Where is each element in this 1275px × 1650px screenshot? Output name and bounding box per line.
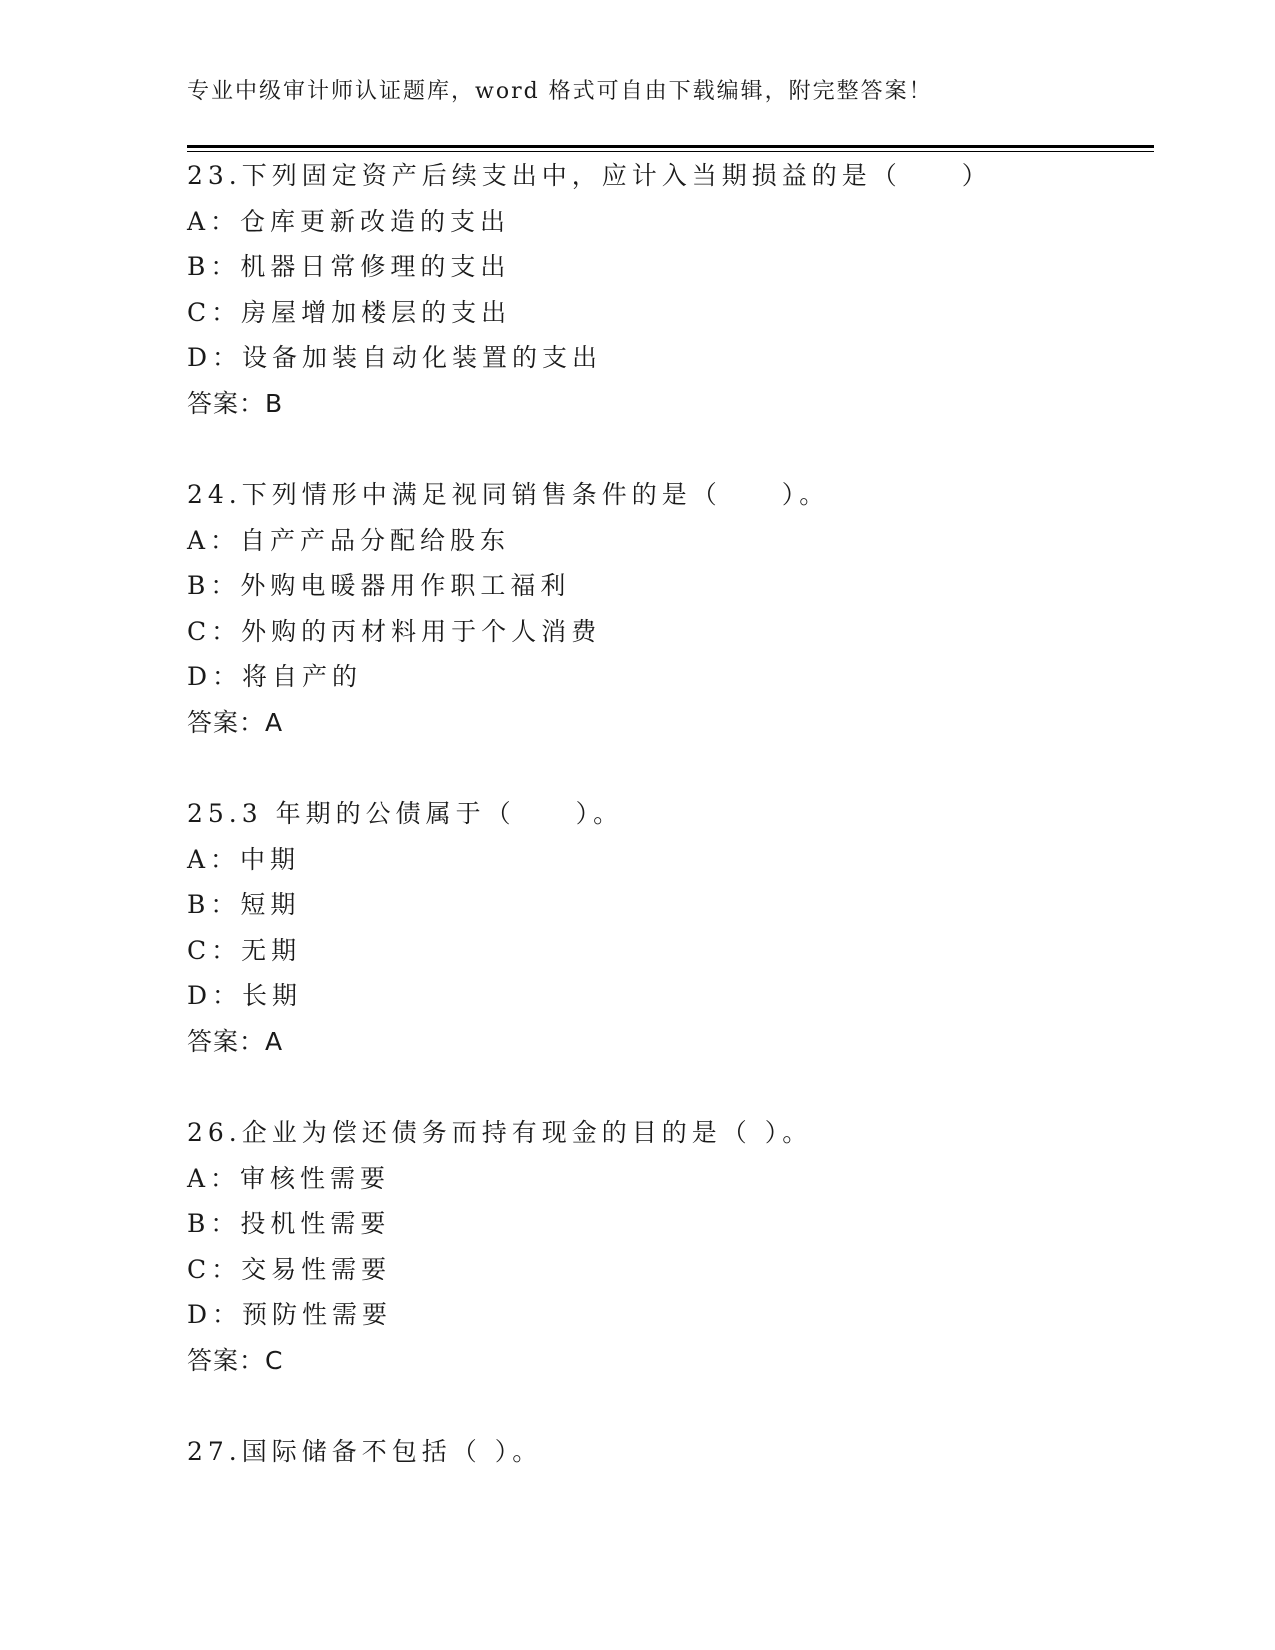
question-23 <box>187 153 1167 426</box>
option-a: A：自产产品分配给股东 <box>187 525 511 555</box>
option-a: A：中期 <box>187 844 301 874</box>
option-d: D：将自产的 <box>187 662 363 691</box>
option-b: B：外购电暖器用作职工福利 <box>187 571 571 600</box>
option-b: B：短期 <box>187 890 301 919</box>
page-header: 专业中级审计师认证题库，word 格式可自由下载编辑，附完整答案！ <box>187 79 933 104</box>
question-25 <box>187 791 1167 1064</box>
option-c: C：交易性需要 <box>187 1254 392 1284</box>
question-stem: 24.下列情形中满足视同销售条件的是（ ）。 <box>187 480 830 509</box>
option-c: C：外购的丙材料用于个人消费 <box>187 616 602 646</box>
option-a: A：仓库更新改造的支出 <box>187 206 511 236</box>
option-d: D：设备加装自动化装置的支出 <box>187 343 603 372</box>
header-rule-thick <box>187 145 1154 148</box>
answer-line: 答案：B <box>187 388 284 418</box>
option-c: C：无期 <box>187 935 302 965</box>
option-c: C：房屋增加楼层的支出 <box>187 297 512 327</box>
option-b: B：投机性需要 <box>187 1209 391 1238</box>
question-stem: 25.3 年期的公债属于（ ）。 <box>187 799 624 828</box>
option-d: D：长期 <box>187 981 303 1010</box>
question-24 <box>187 472 1167 745</box>
option-a: A：审核性需要 <box>187 1163 391 1193</box>
question-stem: 23.下列固定资产后续支出中，应计入当期损益的是（ ） <box>187 161 992 190</box>
header-rule-thin <box>187 151 1154 152</box>
option-d: D：预防性需要 <box>187 1300 393 1329</box>
answer-line: 答案：A <box>187 1026 284 1056</box>
answer-line: 答案：A <box>187 707 284 737</box>
option-b: B：机器日常修理的支出 <box>187 252 511 281</box>
question-stem: 26.企业为偿还债务而持有现金的目的是（ ）。 <box>187 1118 813 1147</box>
question-27 <box>187 1429 1167 1475</box>
question-26 <box>187 1110 1167 1383</box>
question-stem: 27.国际储备不包括（ ）。 <box>187 1437 543 1466</box>
answer-line: 答案：C <box>187 1345 284 1375</box>
